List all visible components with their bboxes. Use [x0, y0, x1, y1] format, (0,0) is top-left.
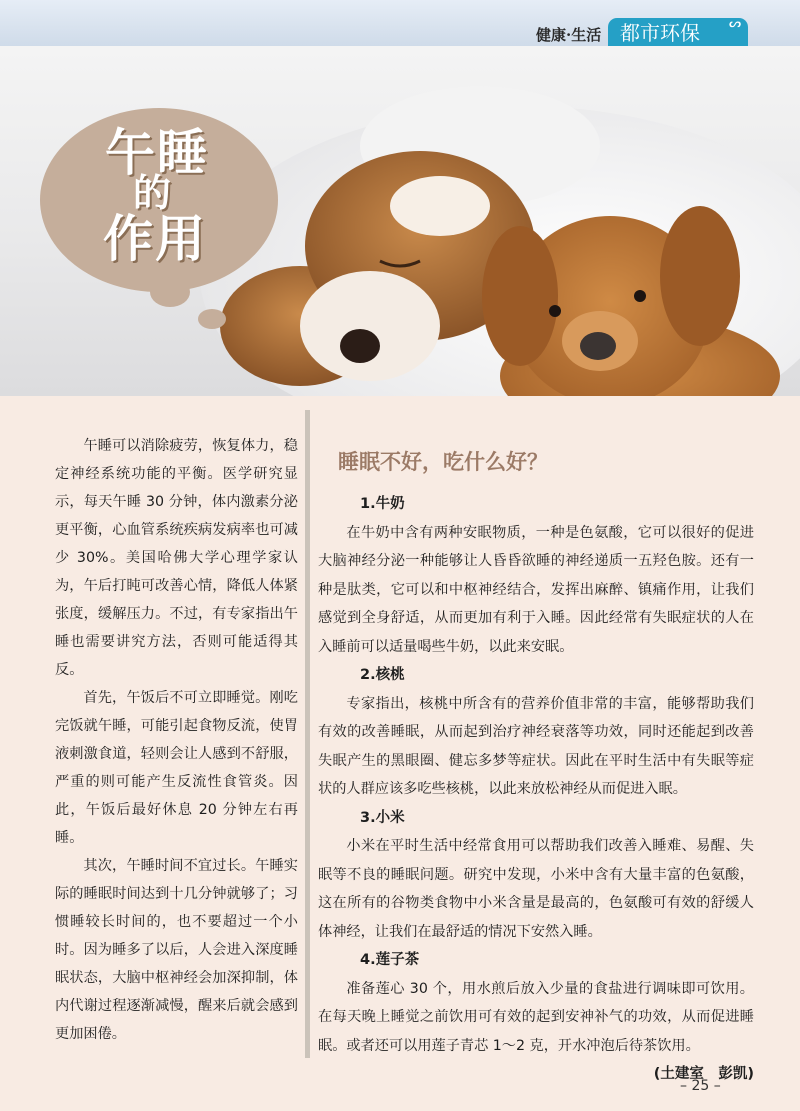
thought-bubble-dot: [150, 277, 190, 307]
paragraph: 首先，午饭后不可立即睡觉。刚吃完饭就午睡，可能引起食物反流，使胃液刺激食道，轻则会让人感到不舒服，严重的则可能产生反流性食管炎。因此，午饭后最好休息 20 分钟左右再睡。: [55, 690, 298, 846]
item-title: 2.核桃: [360, 667, 405, 683]
title-char: 用: [155, 210, 205, 268]
section-label: 健康·生活: [536, 26, 602, 44]
title-char: 睡: [157, 124, 207, 182]
item-title: 4.莲子茶: [360, 952, 420, 968]
right-column: [318, 490, 754, 1089]
left-column: [55, 432, 298, 1048]
page-number: – 25 –: [680, 1078, 721, 1094]
column-divider: [305, 410, 310, 1058]
paragraph: 其次，午睡时间不宜过长。午睡实际的睡眠时间达到十几分钟就够了；习惯睡较长时间的，也不要超过一个小时。因为睡多了以后，人会进入深度睡眠状态，大脑中枢神经会加深抑制，体内代谢过程逐渐减慢，醒来后就会感到更加困倦。: [55, 858, 298, 1042]
author-signature: (土建室 彭凯): [653, 1066, 754, 1082]
item-text: 在牛奶中含有两种安眠物质，一种是色氨酸，它可以很好的促进大脑神经分泌一种能够让人昏昏欲睡的神经递质一五羟色胺。还有一种是肽类，它可以和中枢神经结合，发挥出麻醉、镇痛作用，让我们感觉到全身舒适，从而更加有利于入睡。因此经常有失眠症状的人在入睡前可以适量喝些牛奶，以此来安眠。: [318, 524, 754, 655]
item-text: 专家指出，核桃中所含有的营养价值非常的丰富，能够帮助我们有效的改善睡眠，从而起到治疗神经衰落等功效，同时还能起到改善失眠产生的黑眼圈、健忘多梦等症状。因此在平时生活中有失眠等症状的人群应该多吃些核桃，以此来放松神经从而促进入眠。: [318, 695, 754, 797]
item-text: 准备莲心 30 个，用水煎后放入少量的食盐进行调味即可饮用。在每天晚上睡觉之前饮用可有效的起到安神补气的功效，从而促进睡眠。或者还可以用莲子青芯 1～2 克，开水冲泡后待茶饮用。: [318, 980, 754, 1054]
title-char: 作: [103, 210, 153, 268]
thought-bubble-dot: [198, 309, 226, 329]
hero-photo: [0, 46, 800, 396]
column-title: 都市环保: [620, 21, 700, 45]
sidebar-heading: 睡眠不好，吃什么好？: [338, 449, 548, 474]
item-title: 1.牛奶: [360, 496, 405, 512]
swirl-logo-icon: ᔥ: [727, 19, 742, 44]
paragraph: 午睡可以消除疲劳，恢复体力，稳定神经系统功能的平衡。医学研究显示，每天午睡 30 分钟，体内激素分泌更平衡，心血管系统疾病发病率也可减少 30%。美国哈佛大学心理学家认为，午后打盹可改善心情，降低人体紧张度，缓解压力。不过，有专家指出午睡也需要讲究方法，否则可能适得其反。: [55, 438, 298, 678]
title-char: 午: [105, 124, 155, 182]
item-title: 3.小米: [360, 809, 405, 826]
title-char: 的: [133, 171, 172, 215]
column-tab: [608, 18, 748, 46]
item-text: 小米在平时生活中经常食用可以帮助我们改善入睡难、易醒、失眠等不良的睡眠问题。研究中发现，小米中含有大量丰富的色氨酸，这在所有的谷物类食物中小米含量是最高的，色氨酸可有效的舒缓人体神经，让我们在最舒适的情况下安然入睡。: [318, 838, 754, 940]
